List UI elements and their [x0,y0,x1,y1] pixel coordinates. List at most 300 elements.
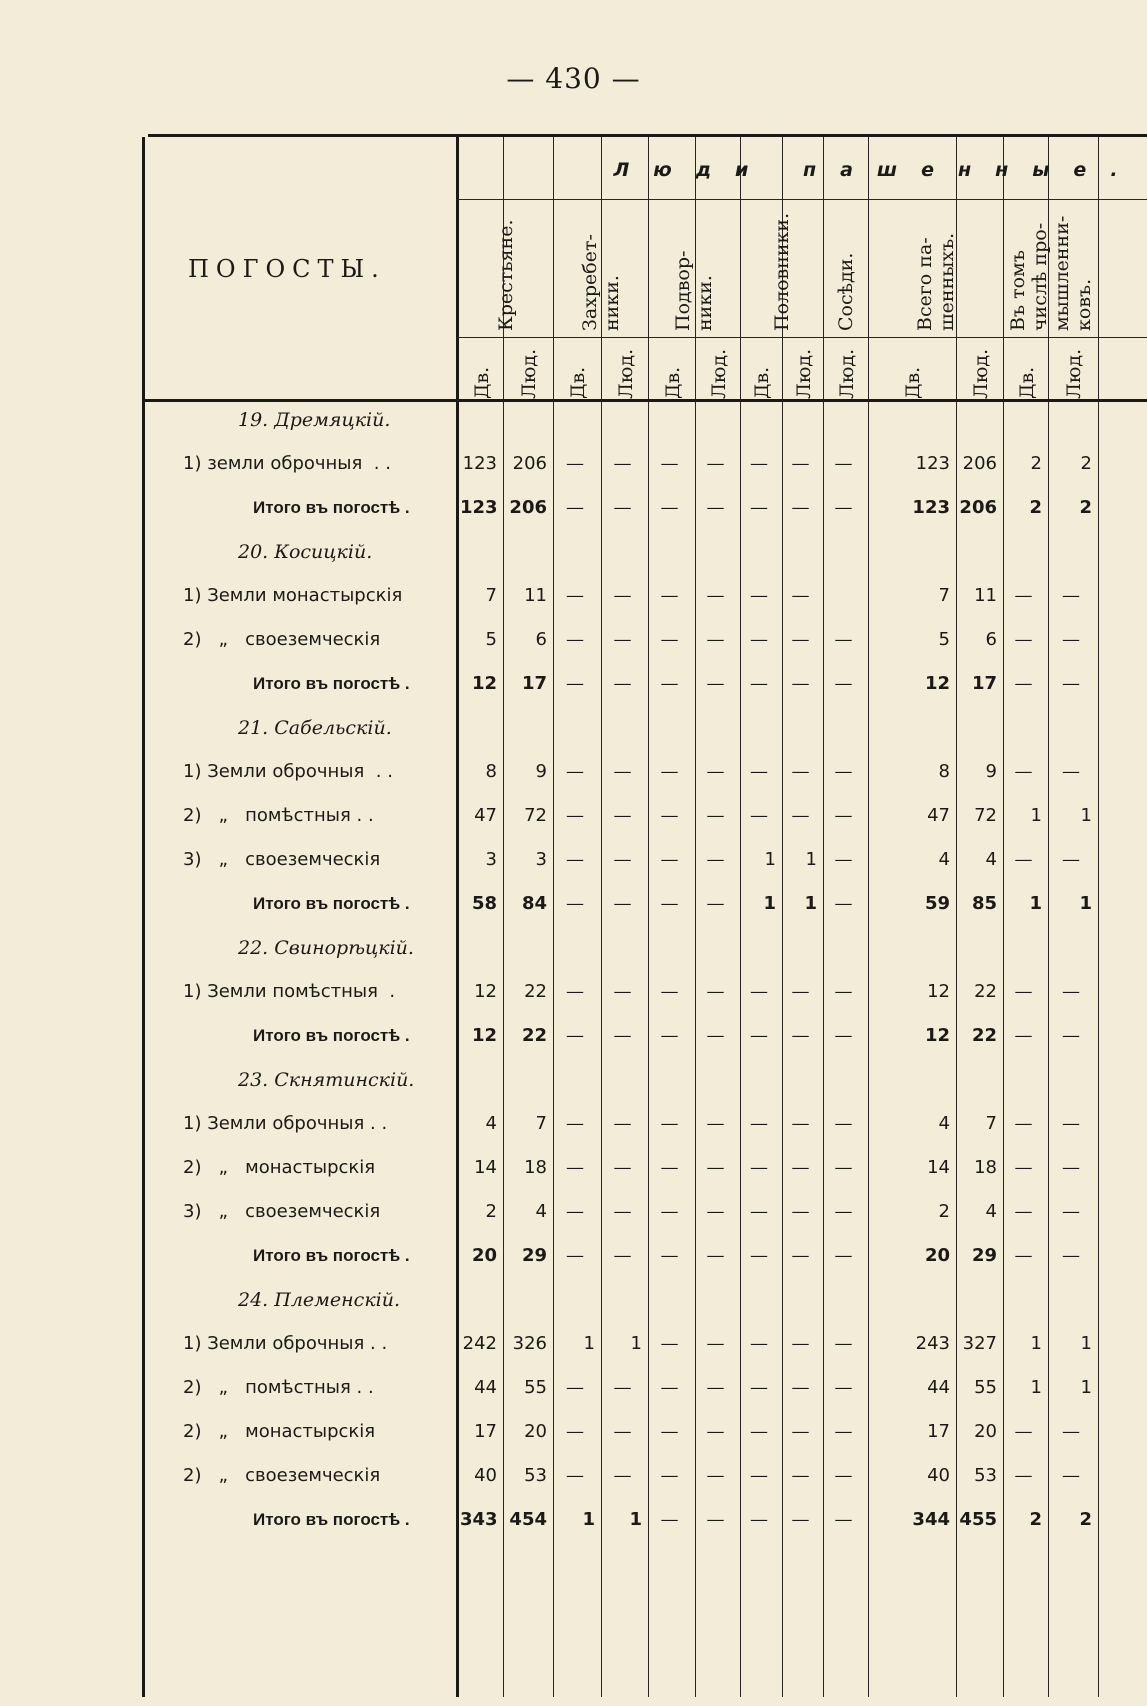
empty-cell: — [706,761,725,782]
empty-cell: — [834,981,853,1002]
table-row [148,625,1147,655]
table-row [148,581,1147,611]
cell-value: 17 [474,1421,497,1442]
cell-value: 1 [630,1333,642,1354]
empty-cell: — [1014,1157,1033,1178]
empty-cell: — [660,849,679,870]
empty-cell: — [566,1157,584,1178]
empty-cell: — [1062,1157,1080,1178]
cell-value: 326 [512,1333,547,1354]
cell-value: 17 [521,673,547,694]
empty-cell: — [791,673,810,694]
cell-value: 344 [912,1509,950,1530]
empty-cell: — [706,1113,725,1134]
empty-cell: — [706,1421,725,1442]
cell-value: 55 [974,1377,997,1398]
cell-value: 7 [938,585,950,606]
cell-value: 1 [805,849,817,870]
group-title: Люди пашенные. [613,159,1142,181]
cell-value: 4 [938,849,950,870]
empty-cell: — [660,1201,679,1222]
empty-cell: — [1062,585,1080,606]
empty-cell: — [613,453,632,474]
empty-cell: — [791,629,810,650]
table-row [148,1109,1147,1139]
table-row [148,977,1147,1007]
cell-value: 242 [462,1333,497,1354]
column-header: Крестьяне. [494,219,517,331]
empty-cell: — [613,497,632,518]
cell-value: 85 [971,893,997,914]
empty-cell: — [660,1333,679,1354]
cell-value: 18 [524,1157,547,1178]
section-title: 19. Дремяцкій. [238,409,391,431]
empty-cell: — [660,805,679,826]
cell-value: 1 [1080,805,1092,826]
empty-cell: — [750,1025,768,1046]
cell-value: 206 [512,453,547,474]
empty-cell: — [613,1421,632,1442]
empty-cell: — [566,673,584,694]
column-subheader: Дв. [1015,366,1038,399]
row-label: 3) „ своеземческія [183,1201,381,1222]
cell-value: 22 [974,981,997,1002]
empty-cell: — [1062,629,1080,650]
cell-value: 72 [524,805,547,826]
empty-cell: — [834,761,853,782]
column-header: Всего па- шенныхъ. [913,232,958,331]
cell-value: 12 [471,1025,497,1046]
cell-value: 47 [927,805,950,826]
empty-cell: — [750,1333,768,1354]
empty-cell: — [706,1377,725,1398]
cell-value: 40 [474,1465,497,1486]
table-row [148,757,1147,787]
cell-value: 22 [521,1025,547,1046]
row-label: 2) „ своеземческія [183,1465,381,1486]
empty-cell: — [791,1245,810,1266]
column-subheader: Люд. [969,348,992,399]
section-heading-row [148,1285,1147,1315]
empty-cell: — [660,673,679,694]
empty-cell: — [706,497,725,518]
header-rule [456,337,1147,338]
cell-value: 20 [924,1245,950,1266]
empty-cell: — [660,761,679,782]
section-title: 24. Племенскій. [238,1289,401,1311]
empty-cell: — [1014,585,1033,606]
total-row [148,889,1147,919]
empty-cell: — [1014,981,1033,1002]
total-label: Итого въ погостѣ . [253,498,410,517]
empty-cell: — [1062,1025,1080,1046]
empty-cell: — [750,453,768,474]
header-rule [456,199,1147,200]
empty-cell: — [791,1377,810,1398]
row-label: 2) „ монастырскія [183,1157,376,1178]
empty-cell: — [1062,849,1080,870]
empty-cell: — [834,1157,853,1178]
cell-value: 2 [938,1201,950,1222]
empty-cell: — [613,1377,632,1398]
empty-cell: — [613,1113,632,1134]
empty-cell: — [706,849,725,870]
cell-value: 20 [524,1421,547,1442]
empty-cell: — [660,1509,679,1530]
empty-cell: — [1014,849,1033,870]
empty-cell: — [660,585,679,606]
empty-cell: — [660,1465,679,1486]
empty-cell: — [660,629,679,650]
empty-cell: — [613,849,632,870]
empty-cell: — [1062,1421,1080,1442]
empty-cell: — [706,1025,725,1046]
cell-value: 123 [462,453,497,474]
empty-cell: — [791,453,810,474]
empty-cell: — [706,1333,725,1354]
cell-value: 20 [974,1421,997,1442]
cell-value: 6 [985,629,997,650]
cell-value: 1 [583,1333,595,1354]
empty-cell: — [791,1201,810,1222]
cell-value: 4 [985,849,997,870]
cell-value: 8 [485,761,497,782]
empty-cell: — [834,1421,853,1442]
cell-value: 7 [485,585,497,606]
empty-cell: — [834,1377,853,1398]
empty-cell: — [566,761,584,782]
column-subheader: Дв. [661,366,684,399]
cell-value: 47 [474,805,497,826]
statistics-table [148,134,1147,1697]
cell-value: 1 [764,849,776,870]
total-row [148,1505,1147,1535]
empty-cell: — [750,1157,768,1178]
column-subheader: Дв. [751,366,773,399]
column-subheader: Дв. [470,366,493,399]
empty-cell: — [706,805,725,826]
empty-cell: — [660,1025,679,1046]
cell-value: 14 [474,1157,497,1178]
empty-cell: — [566,1245,584,1266]
empty-cell: — [791,1025,810,1046]
empty-cell: — [834,1333,853,1354]
empty-cell: — [706,981,725,1002]
empty-cell: — [566,805,584,826]
empty-cell: — [613,805,632,826]
cell-value: 1 [763,893,776,914]
cell-value: 5 [485,629,497,650]
empty-cell: — [706,1201,725,1222]
empty-cell: — [791,1509,810,1530]
empty-cell: — [791,761,810,782]
cell-value: 2 [1079,497,1092,518]
row-label: 2) „ своеземческія [183,629,381,650]
row-label: 3) „ своеземческія [183,849,381,870]
empty-cell: — [750,805,768,826]
cell-value: 17 [971,673,997,694]
cell-value: 2 [1030,453,1042,474]
empty-cell: — [660,453,679,474]
cell-value: 2 [1080,453,1092,474]
cell-value: 455 [959,1509,997,1530]
total-row [148,1021,1147,1051]
section-title: 21. Сабельскій. [238,717,392,739]
empty-cell: — [834,1245,853,1266]
empty-cell: — [613,629,632,650]
cell-value: 4 [485,1113,497,1134]
cell-value: 40 [927,1465,950,1486]
empty-cell: — [566,453,584,474]
total-row [148,493,1147,523]
column-header: Сосѣди. [834,252,857,331]
empty-cell: — [613,1201,632,1222]
cell-value: 123 [915,453,950,474]
empty-cell: — [1014,1465,1033,1486]
empty-cell: — [834,673,853,694]
section-heading-row [148,1065,1147,1095]
section-title: 22. Свинорѣцкій. [238,937,414,959]
empty-cell: — [1014,1025,1033,1046]
total-label: Итого въ погостѣ . [253,1246,410,1265]
row-label: 2) „ монастырскія [183,1421,376,1442]
cell-value: 327 [962,1333,997,1354]
empty-cell: — [566,1421,584,1442]
empty-cell: — [791,1113,810,1134]
empty-cell: — [834,1201,853,1222]
empty-cell: — [834,1025,853,1046]
empty-cell: — [613,893,632,914]
table-row [148,1417,1147,1447]
cell-value: 243 [915,1333,950,1354]
total-row [148,669,1147,699]
table-row [148,1153,1147,1183]
cell-value: 1 [1029,893,1042,914]
column-header: Въ томъ числѣ про- мышленни- ковъ. [1006,215,1095,331]
empty-cell: — [791,1157,810,1178]
cell-value: 1 [1080,1333,1092,1354]
empty-cell: — [660,1377,679,1398]
empty-cell: — [706,1509,725,1530]
empty-cell: — [834,1509,853,1530]
empty-cell: — [566,849,584,870]
cell-value: 123 [460,497,498,518]
cell-value: 1 [629,1509,642,1530]
section-heading-row [148,933,1147,963]
empty-cell: — [834,1113,853,1134]
cell-value: 44 [927,1377,950,1398]
empty-cell: — [706,1245,725,1266]
table-row [148,449,1147,479]
section-title: 23. Скнятинскій. [238,1069,415,1091]
empty-cell: — [1014,1245,1033,1266]
column-subheader: Дв. [567,366,589,399]
empty-cell: — [791,497,810,518]
empty-cell: — [834,1465,853,1486]
empty-cell: — [834,893,853,914]
cell-value: 1 [1080,1377,1092,1398]
empty-cell: — [613,1245,632,1266]
empty-cell: — [750,497,768,518]
cell-value: 1 [1030,1333,1042,1354]
empty-cell: — [1062,761,1080,782]
empty-cell: — [1014,1421,1033,1442]
cell-value: 84 [521,893,547,914]
cell-value: 44 [474,1377,497,1398]
empty-cell: — [1014,1201,1033,1222]
cell-value: 1 [1030,805,1042,826]
cell-value: 343 [460,1509,498,1530]
empty-cell: — [750,1509,768,1530]
cell-value: 454 [509,1509,547,1530]
empty-cell: — [791,981,810,1002]
row-label: 2) „ помѣстныя . . [183,1377,374,1398]
empty-cell: — [706,673,725,694]
empty-cell: — [613,1025,632,1046]
empty-cell: — [566,1113,584,1134]
empty-cell: — [1062,981,1080,1002]
empty-cell: — [566,1377,584,1398]
cell-value: 4 [985,1201,997,1222]
empty-cell: — [706,1157,725,1178]
section-heading-row [148,713,1147,743]
cell-value: 22 [524,981,547,1002]
section-title: 20. Косицкій. [238,541,373,563]
empty-cell: — [660,1245,679,1266]
column-header-pogosty: ПОГОСТЫ. [188,255,386,283]
cell-value: 3 [485,849,497,870]
cell-value: 12 [471,673,497,694]
cell-value: 1 [1030,1377,1042,1398]
cell-value: 2 [1029,497,1042,518]
total-label: Итого въ погостѣ . [253,1026,410,1045]
cell-value: 58 [471,893,497,914]
cell-value: 12 [474,981,497,1002]
cell-value: 29 [521,1245,547,1266]
empty-cell: — [660,1157,679,1178]
cell-value: 9 [985,761,997,782]
empty-cell: — [791,1333,810,1354]
cell-value: 4 [535,1201,547,1222]
empty-cell: — [791,1465,810,1486]
empty-cell: — [566,1465,584,1486]
empty-cell: — [613,761,632,782]
row-label: 1) Земли помѣстныя . [183,981,396,1002]
empty-cell: — [660,893,679,914]
empty-cell: — [750,629,768,650]
empty-cell: — [834,453,853,474]
cell-value: 9 [535,761,547,782]
total-label: Итого въ погостѣ . [253,894,410,913]
empty-cell: — [1062,1245,1080,1266]
table-row [148,1461,1147,1491]
column-subheader: Люд. [792,348,815,399]
table-row [148,1329,1147,1359]
cell-value: 29 [971,1245,997,1266]
empty-cell: — [791,805,810,826]
empty-cell: — [750,585,768,606]
empty-cell: — [706,893,725,914]
cell-value: 206 [959,497,997,518]
cell-value: 22 [971,1025,997,1046]
empty-cell: — [791,585,810,606]
cell-value: 72 [974,805,997,826]
empty-cell: — [706,453,725,474]
empty-cell: — [1014,761,1033,782]
empty-cell: — [750,673,768,694]
empty-cell: — [1062,673,1080,694]
cell-value: 12 [927,981,950,1002]
column-subheader: Люд. [835,348,858,399]
row-label: 1) земли оброчныя . . [183,453,391,474]
column-header: Захребет- ники. [578,234,623,331]
empty-cell: — [566,1201,584,1222]
empty-cell: — [566,585,584,606]
column-subheader: Люд. [518,348,540,399]
empty-cell: — [613,1157,632,1178]
empty-cell: — [660,1421,679,1442]
empty-cell: — [566,629,584,650]
empty-cell: — [566,1025,584,1046]
empty-cell: — [613,981,632,1002]
empty-cell: — [750,1377,768,1398]
cell-value: 17 [927,1421,950,1442]
cell-value: 20 [471,1245,497,1266]
cell-value: 3 [535,849,547,870]
cell-value: 11 [974,585,997,606]
empty-cell: — [706,585,725,606]
page-number: — 430 — [506,62,641,95]
total-label: Итого въ погостѣ . [253,1510,410,1529]
cell-value: 4 [938,1113,950,1134]
cell-value: 2 [485,1201,497,1222]
table-row [148,1373,1147,1403]
empty-cell: — [834,805,853,826]
cell-value: 1 [582,1509,595,1530]
empty-cell: — [834,497,853,518]
row-label: 1) Земли оброчныя . . [183,1113,388,1134]
empty-cell: — [1062,1113,1080,1134]
cell-value: 123 [912,497,950,518]
cell-value: 53 [524,1465,547,1486]
column-header: Подвор- ники. [672,250,716,331]
empty-cell: — [750,1465,768,1486]
empty-cell: — [660,1113,679,1134]
cell-value: 5 [938,629,950,650]
column-subheader: Дв. [902,366,924,399]
row-label: 1) Земли оброчныя . . [183,1333,388,1354]
cell-value: 53 [974,1465,997,1486]
cell-value: 206 [962,453,997,474]
empty-cell: — [791,1421,810,1442]
column-subheader: Люд. [707,348,730,399]
empty-cell: — [660,981,679,1002]
cell-value: 12 [924,673,950,694]
empty-cell: — [566,981,584,1002]
cell-value: 2 [1079,1509,1092,1530]
cell-value: 8 [938,761,950,782]
table-row [148,801,1147,831]
column-subheader: Люд. [614,348,637,399]
empty-cell: — [706,629,725,650]
empty-cell: — [750,1421,768,1442]
row-label: 1) Земли оброчныя . . [183,761,393,782]
total-label: Итого въ погостѣ . [253,674,410,693]
column-subheader: Люд. [1063,348,1085,399]
empty-cell: — [750,981,768,1002]
cell-value: 206 [509,497,547,518]
cell-value: 7 [985,1113,997,1134]
